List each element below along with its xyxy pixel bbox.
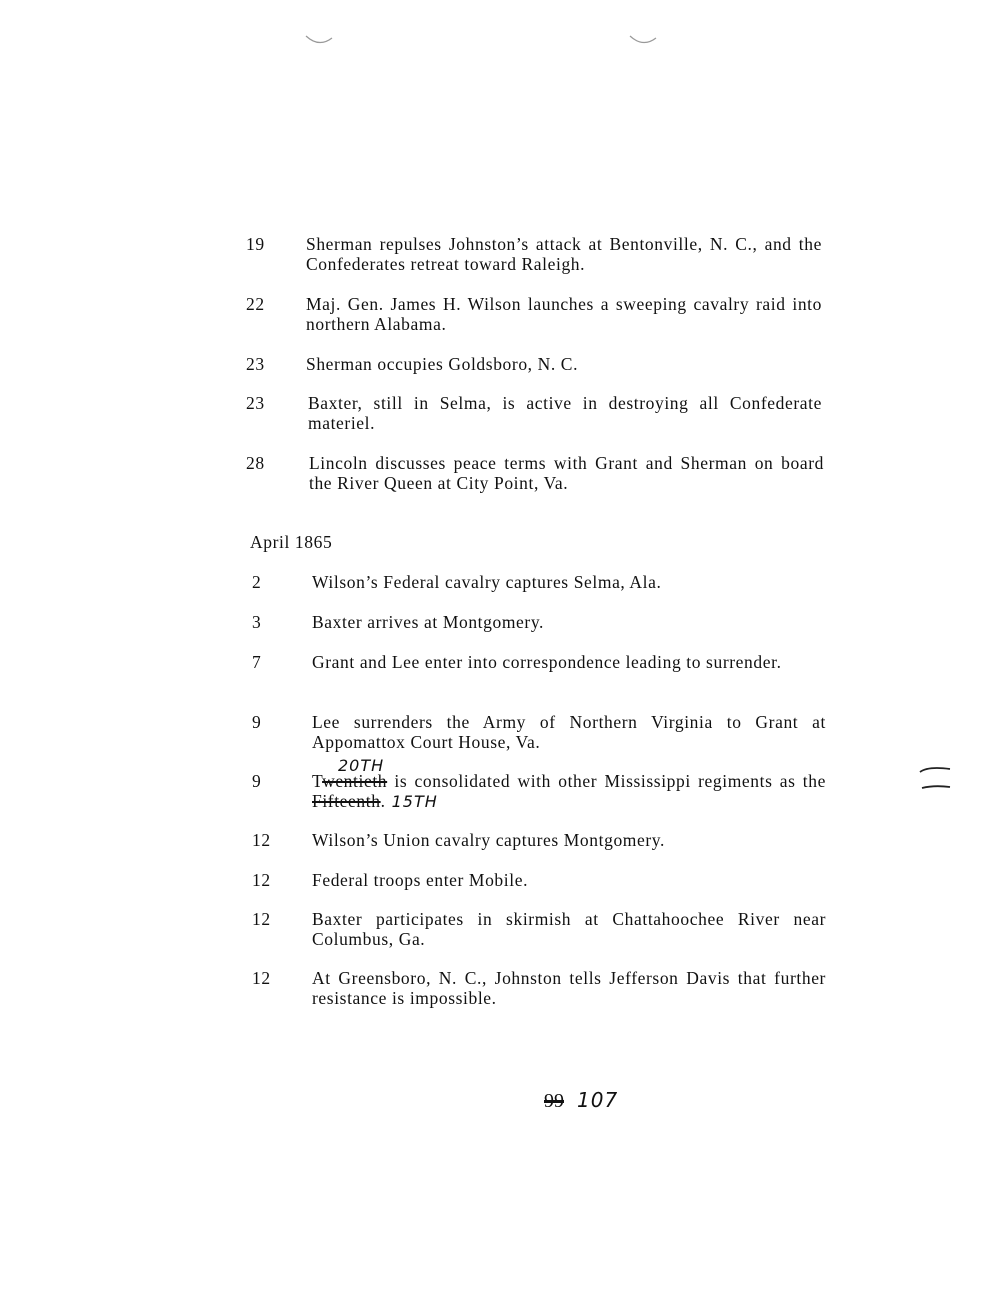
entry-text: Lincoln discusses peace terms with Grant and Sherman on board the River Queen at City Point, Va. <box>309 453 824 493</box>
entry-text: Wilson’s Union cavalry captures Montgomery. <box>312 830 665 850</box>
entry-day: 12 <box>252 909 271 929</box>
punch-hole-mark-left <box>304 34 334 48</box>
entry-day: 12 <box>252 968 271 988</box>
entry-day: 12 <box>252 830 271 850</box>
entry-day: 7 <box>252 652 262 672</box>
struck-word-wentieth: wentieth <box>322 771 388 791</box>
entry-text: Sherman repulses Johnston’s attack at Bentonville, N. C., and the Confederates retreat toward Raleigh. <box>306 234 822 274</box>
text-start: T <box>312 771 323 791</box>
struck-word-fifteenth: Fifteenth <box>312 791 381 811</box>
margin-bracket-mark <box>918 764 952 794</box>
entry-day: 23 <box>246 354 265 374</box>
handwritten-correction-20th: 20TH <box>338 756 385 775</box>
handwritten-page-number: 107 <box>577 1088 619 1112</box>
month-heading-april: April 1865 <box>250 532 333 552</box>
entry-text: Wilson’s Federal cavalry captures Selma, Ala. <box>312 572 662 592</box>
entry-day: 28 <box>246 453 265 473</box>
entry-day: 23 <box>246 393 265 413</box>
entry-text: Maj. Gen. James H. Wilson launches a sweeping cavalry raid into northern Alabama. <box>306 294 822 334</box>
entry-text: Federal troops enter Mobile. <box>312 870 529 890</box>
text-middle: is consolidated with other Mississippi regiments as the <box>387 771 826 791</box>
struck-page-number: 99 <box>544 1090 564 1112</box>
entry-text: Baxter arrives at Montgomery. <box>312 612 545 632</box>
entry-day: 2 <box>252 572 262 592</box>
punch-hole-mark-right <box>628 34 658 48</box>
entry-day: 3 <box>252 612 262 632</box>
entry-day: 9 <box>252 712 262 732</box>
entry-text: Baxter participates in skirmish at Chattahoochee River near Columbus, Ga. <box>312 909 826 949</box>
entry-day: 12 <box>252 870 271 890</box>
entry-day: 19 <box>246 234 265 254</box>
entry-text: At Greensboro, N. C., Johnston tells Jefferson Davis that further resistance is impossible. <box>312 968 826 1008</box>
page-number <box>544 1088 618 1113</box>
entry-text-with-corrections <box>312 771 826 812</box>
entry-text: Sherman occupies Goldsboro, N. C. <box>306 354 579 374</box>
handwritten-correction-15th: 15TH <box>391 792 438 811</box>
entry-day: 22 <box>246 294 265 314</box>
entry-text: Grant and Lee enter into correspondence leading to surrender. <box>312 652 782 672</box>
entry-text: Lee surrenders the Army of Northern Virginia to Grant at Appomattox Court House, Va. <box>312 712 826 752</box>
text-end: . <box>380 791 386 811</box>
entry-text: Baxter, still in Selma, is active in destroying all Confederate materiel. <box>308 393 822 433</box>
entry-day: 9 <box>252 771 262 791</box>
